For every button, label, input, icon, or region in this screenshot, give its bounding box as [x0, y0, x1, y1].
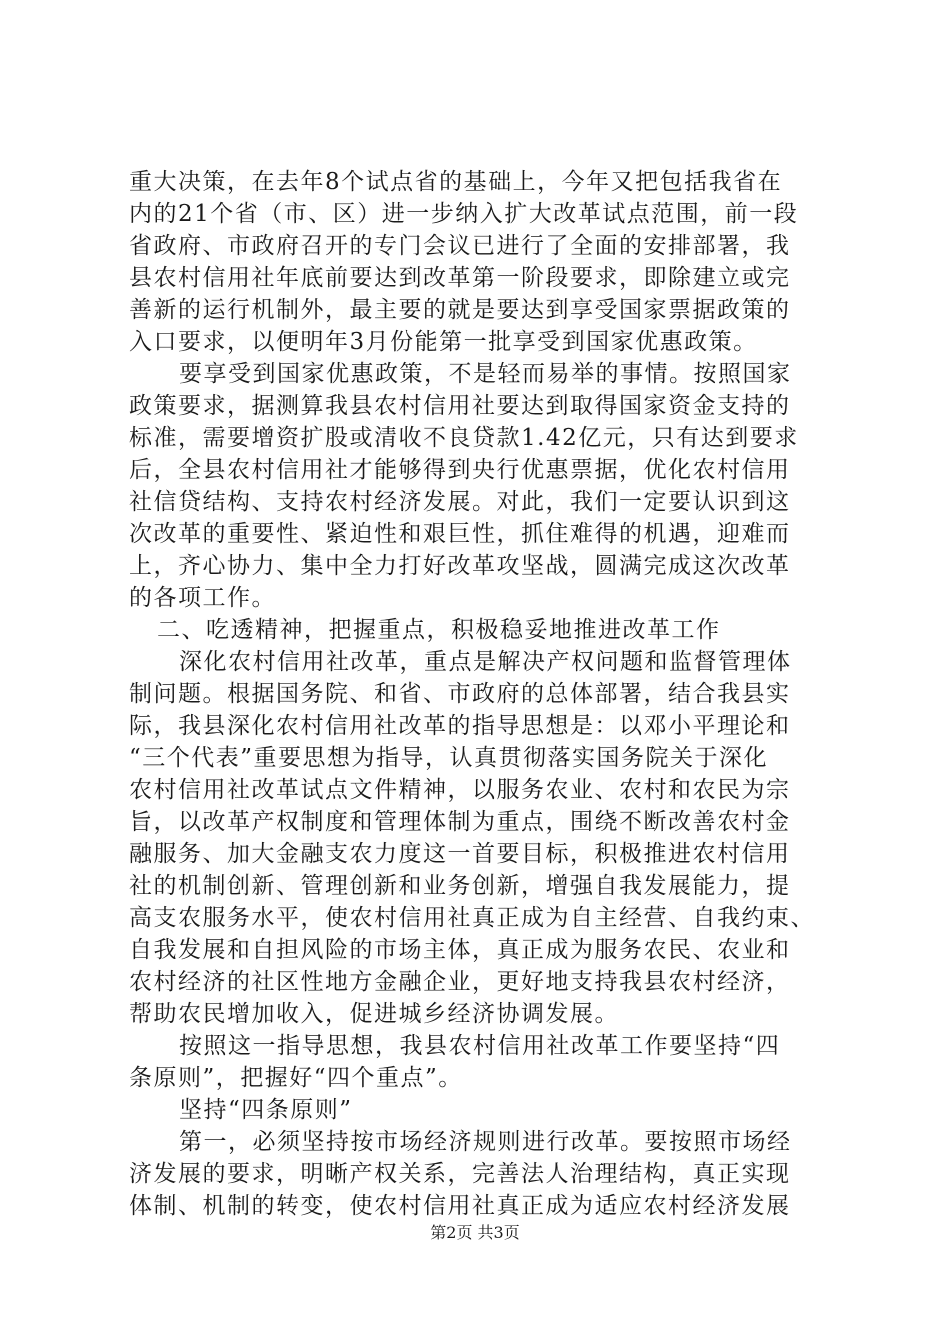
- paragraph-first-line: 按照这一指导思想，我县农村信用社改革工作要坚持“四: [179, 1033, 781, 1059]
- text-line: 重大决策，在去年8个试点省的基础上，今年又把包括我省在: [129, 169, 783, 195]
- text-line: “三个代表”重要思想为指导，认真贯彻落实国务院关于深化: [129, 745, 769, 771]
- text-line: 的各项工作。: [129, 585, 276, 611]
- text-line: 际，我县深化农村信用社改革的指导思想是：以邓小平理论和: [129, 713, 791, 739]
- text-line: 高支农服务水平，使农村信用社真正成为自主经营、自我约束、: [129, 905, 815, 931]
- paragraph-first-line: 要享受到国家优惠政策，不是轻而易举的事情。按照国家: [179, 361, 792, 387]
- page-number-footer: 第2页 共3页: [430, 1223, 520, 1242]
- text-line: 入口要求，以便明年3月份能第一批享受到国家优惠政策。: [129, 329, 758, 355]
- text-line: 济发展的要求，明晰产权关系，完善法人治理结构，真正实现: [129, 1161, 791, 1187]
- text-line: 社的机制创新、管理创新和业务创新，增强自我发展能力，提: [129, 873, 791, 899]
- text-line: 旨，以改革产权制度和管理体制为重点，围绕不断改善农村金: [129, 809, 791, 835]
- subheading: 坚持“四条原则”: [179, 1097, 353, 1123]
- text-line: 条原则”，把握好“四个重点”。: [129, 1065, 463, 1091]
- text-line: 内的21个省（市、区）进一步纳入扩大改革试点范围，前一段: [129, 201, 799, 227]
- text-line: 次改革的重要性、紧迫性和艰巨性，抓住难得的机遇，迎难而: [129, 521, 791, 547]
- text-line: 县农村信用社年底前要达到改革第一阶段要求，即除建立或完: [129, 265, 791, 291]
- text-line: 体制、机制的转变，使农村信用社真正成为适应农村经济发展: [129, 1193, 791, 1219]
- text-line: 自我发展和自担风险的市场主体，真正成为服务农民、农业和: [129, 937, 791, 963]
- text-line: 标准，需要增资扩股或清收不良贷款1.42亿元，只有达到要求: [129, 425, 799, 451]
- text-line: 帮助农民增加收入，促进城乡经济协调发展。: [129, 1001, 619, 1027]
- text-line: 上，齐心协力、集中全力打好改革攻坚战，圆满完成这次改革: [129, 553, 791, 579]
- text-line: 善新的运行机制外，最主要的就是要达到享受国家票据政策的: [129, 297, 791, 323]
- text-line: 融服务、加大金融支农力度这一首要目标，积极推进农村信用: [129, 841, 791, 867]
- document-body: [129, 166, 829, 1222]
- text-line: 社信贷结构、支持农村经济发展。对此，我们一定要认识到这: [129, 489, 791, 515]
- text-line: 制问题。根据国务院、和省、市政府的总体部署，结合我县实: [129, 681, 791, 707]
- text-line: 政策要求，据测算我县农村信用社要达到取得国家资金支持的: [129, 393, 791, 419]
- text-line: 后，全县农村信用社才能够得到央行优惠票据，优化农村信用: [129, 457, 791, 483]
- paragraph-first-line: 深化农村信用社改革，重点是解决产权问题和监督管理体: [179, 649, 792, 675]
- text-line: 省政府、市政府召开的专门会议已进行了全面的安排部署，我: [129, 233, 791, 259]
- text-line: 农村经济的社区性地方金融企业，更好地支持我县农村经济，: [129, 969, 791, 995]
- section-heading: 二、吃透精神，把握重点，积极稳妥地推进改革工作: [157, 617, 721, 643]
- text-line: 农村信用社改革试点文件精神，以服务农业、农村和农民为宗: [129, 777, 791, 803]
- paragraph-first-line: 第一，必须坚持按市场经济规则进行改革。要按照市场经: [179, 1129, 792, 1155]
